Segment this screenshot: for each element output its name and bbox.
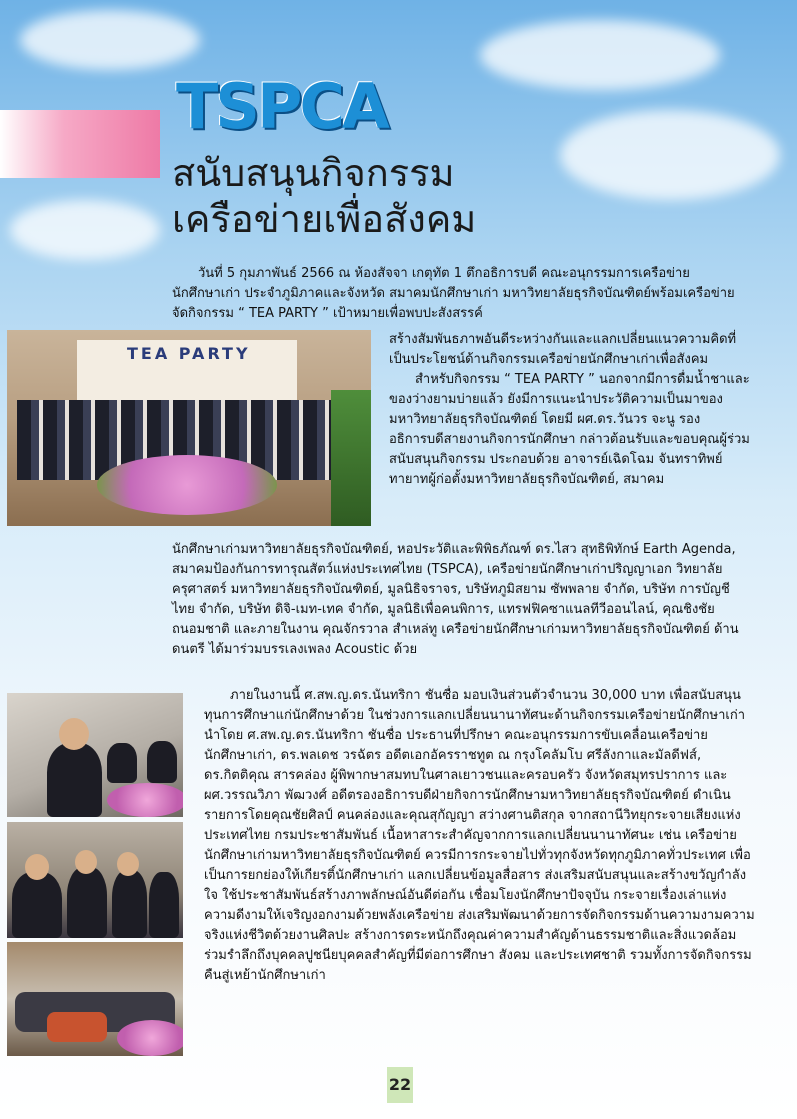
cloud (10, 200, 160, 260)
photo-person (12, 872, 62, 938)
supporters-paragraph: นักศึกษาเก่ามหาวิทยาลัยธุรกิจบัณฑิตย์, หอประวัติและพิพิธภัณฑ์ ดร.ไสว สุทธิพิทักษ์ Earth Agenda, สมาคมป้องกันการทารุณสัตว์แห่งประเทศไทย (TSPCA), เครือข่ายนักศึกษาเก่าปริญญาเอก วิทยาลัยครุศาสตร์ มหาวิทยาลัยธุรกิจบัณฑิตย์, มูลนิธิจราจร, บริษัทภูมิสยาม ซัพพลาย จำกัด, บริษัท การบัญชีไทย จำกัด, บริษัท ดิจิ-เมท-เทค จำกัด, มูลนิธิเพื่อคนพิการ, แทรฟฟิคซาแนลทีวีออนไลน์, คุณชิงชัย ถนอมชาติ และภายในงาน คุณจักรวาล สำเหล่ทู เครือข่ายนักศึกษาเก่ามหาวิทยาลัยธุรกิจบัณฑิตย์ ด้านดนตรี ได้มาร่วมบรรเลงเพลง Acoustic ด้วย (172, 542, 739, 657)
title-line-1: สนับสนุนกิจกรรม (172, 151, 455, 195)
right-col-p2: สำหรับกิจกรรม “ TEA PARTY ” นอกจากมีการดื่มน้ำชาและของว่างยามบ่ายแล้ว ยังมีการแนะนำประวัติความเป็นมาของมหาวิทยาลัยธุรกิจบัณฑิตย์ โดยมี ผศ.ดร.วันวร จะนู รองอธิการบดีสายงานกิจการนักศึกษา กล่าวต้อนรับและขอบคุณผู้ร่วมสนับสนุนกิจกรรม ประกอบด้วย อาจารย์เฉิดโฉม จันทราทิพย์ ทายาทผู้ก่อตั้งมหาวิทยาลัยธุรกิจบัณฑิตย์, สมาคม (389, 372, 750, 487)
speaker-photo (7, 693, 183, 817)
panel-photo (7, 822, 183, 938)
photo-person (112, 870, 147, 938)
tea-party-group-photo (7, 330, 371, 526)
exchange-paragraph: ภายในงานนี้ ศ.สพ.ญ.ดร.นันทริกา ชันซื่อ มอบเงินส่วนตัวจำนวน 30,000 บาท เพื่อสนับสนุนทุนการศึกษาแก่นักศึกษาด้วย ในช่วงการแลกเปลี่ยนนานาทัศนะด้านกิจกรรมเครือข่ายนักศึกษาเก่า นำโดย ศ.สพ.ญ.ดร.นันทริกา ชันซื่อ ประธานที่ปรึกษา คณะอนุกรรมการขับเคลื่อนเครือข่ายนักศึกษาเก่า, ดร.พลเดช วรฉัตร อดีตเอกอัครราชทูต ณ กรุงโคลัมโบ ศรีลังกาและมัลดีฟส์, ดร.กิตติคุณ สารคล่อง ผู้พิพากษาสมทบในศาลเยาวชนและครอบครัว จังหวัดสมุทรปราการ และ ผศ.วรรณวิภา พัฒวงศ์ อดีตรองอธิการบดีฝ่ายกิจการนักศึกษามหาวิทยาลัยธุรกิจบัณฑิตย์ ดำเนินรายการโดยคุณชัยศิลป์ คนคล่องและคุณสุกัญญา สว่างศานติสกุล จากสถานีวิทยุกระจายเสียงแห่งประเทศไทย กรมประชาสัมพันธ์ เนื้อหาสาระสำคัญจากการแลกเปลี่ยนนานาทัศนะ เช่น เครือข่ายนักศึกษาเก่ามหาวิทยาลัยธุรกิจบัณฑิตย์ ควรมีการกระจายไปทั่วทุกจังหวัดทุกภูมิภาคทั่วประเทศ เพื่อเป็นการยกย่องให้เกียรติ์นักศึกษาเก่า แลกเปลี่ยนข้อมูลสื่อสาร ส่งเสริมสนับสนุนและสร้างขวัญกำลังใจ ใช้ประชาสัมพันธ์สร้างภาพลักษณ์อันดีต่อกัน เชื่อมโยงนักศึกษาปัจจุบัน กระจายเรื่องเล่าแห่งความดีงามให้เจริญงอกงามด้วยพลังเครือข่าย ส่งเสริมพัฒนาด้วยการจัดกิจกรรมด้านความงามความจริงแห่งชีวิตด้วยงานศิลปะ สร้างการตระหนักถึงคุณค่าความสำคัญด้านธรรมชาติและสิ่งแวดล้อม ร่วมรำลึกถึงบุคคลปูชนียบุคคลสำคัญที่มีต่อการศึกษา สังคม และประเทศชาติ รวมทั้งการจัดกิจกรรมคืนสู่เหย้านักศึกษาเก่า (204, 688, 755, 983)
title-line-2: เครือข่ายเพื่อสังคม (172, 197, 477, 241)
photo-person (47, 743, 102, 817)
photo-person (149, 872, 179, 938)
photo-flowers (97, 455, 277, 515)
photo-banner-text: TEA PARTY (127, 344, 251, 363)
photo-flowers (107, 783, 183, 817)
cloud (20, 10, 200, 70)
photo-plant (331, 390, 371, 526)
photo-head (75, 850, 97, 874)
photo-flowers (117, 1020, 183, 1056)
right-column-text (389, 330, 751, 490)
right-col-p1: สร้างสัมพันธภาพอันดีระหว่างกันและแลกเปลี่ยนแนวความคิดที่เป็นประโยชน์ด้านกิจกรรมเครือข่ายนักศึกษาเก่าเพื่อสังคม (389, 332, 737, 367)
page-number: 22 (387, 1067, 413, 1103)
photo-person (147, 741, 177, 783)
article-title (172, 150, 772, 242)
photo-head (59, 718, 89, 750)
photo-head (25, 854, 49, 880)
intro-paragraph: วันที่ 5 กุมภาพันธ์ 2566 ณ ห้องสัจจา เกตุทัต 1 ตึกอธิการบดี คณะอนุกรรมการเครือข่ายนักศึกษาเก่า ประจำภูมิภาคและจังหวัด สมาคมนักศึกษาเก่า มหาวิทยาลัยธุรกิจบัณฑิตย์พร้อมเครือข่าย จัดกิจกรรม “ TEA PARTY ” เป้าหมายเพื่อพบปะสังสรรค์ (172, 266, 735, 321)
photo-person (107, 743, 137, 783)
photo-person (47, 1012, 107, 1042)
photo-head (117, 852, 139, 876)
audience-photo (7, 942, 183, 1056)
decorative-pink-bar (0, 110, 160, 178)
cloud (480, 20, 720, 90)
photo-person (67, 867, 107, 938)
tspca-logo: TSPCA (176, 70, 387, 143)
